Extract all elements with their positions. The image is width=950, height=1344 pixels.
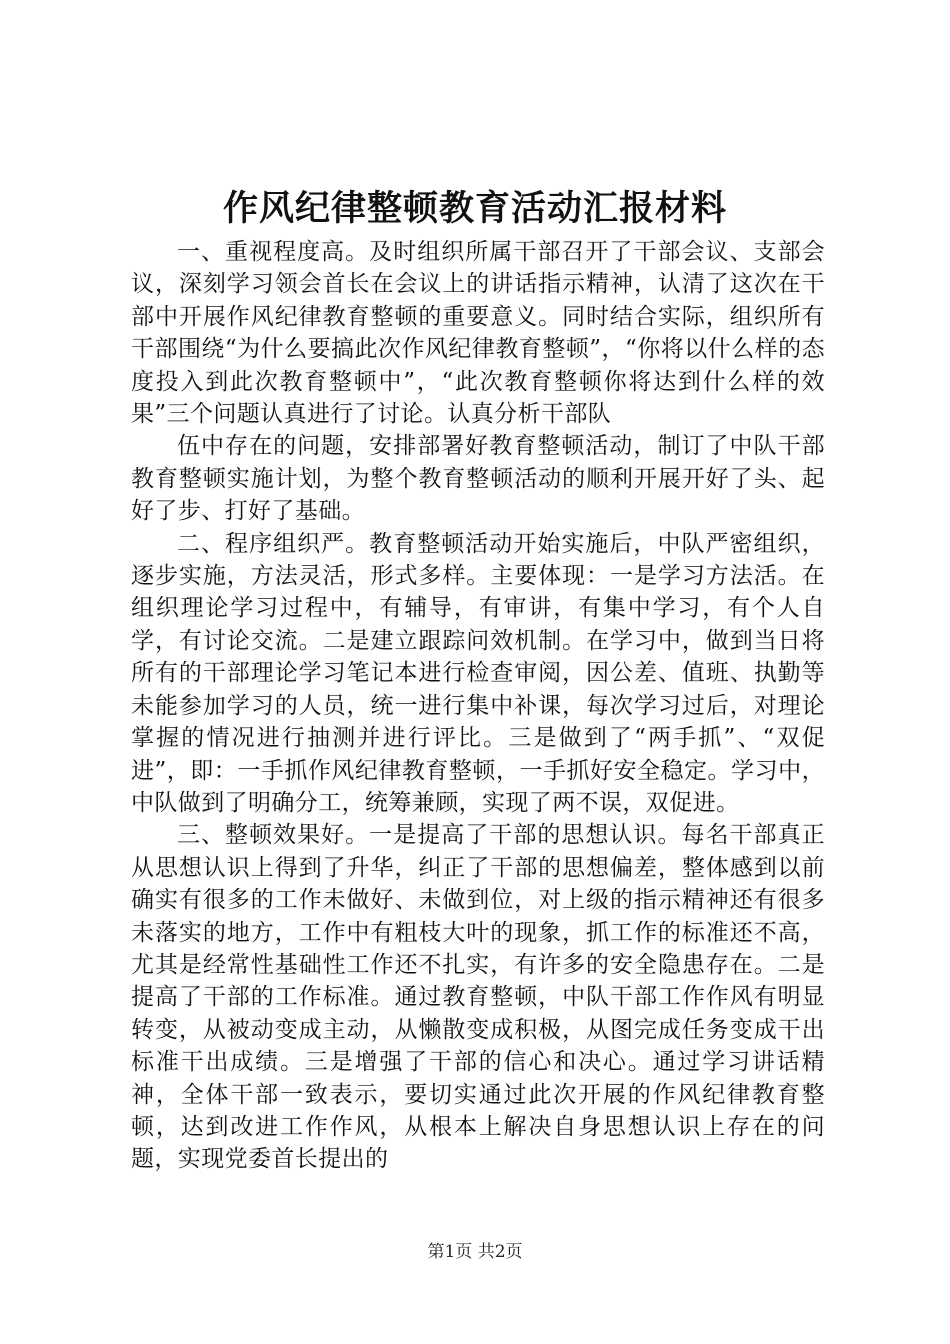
paragraph-2: 伍中存在的问题，安排部署好教育整顿活动，制订了中队干部教育整顿实施计划，为整个教育整顿活动的顺利开展开好了头、起好了步、打好了基础。	[131, 433, 825, 525]
paragraph-3: 二、程序组织严。教育整顿活动开始实施后，中队严密组织，逐步实施，方法灵活，形式多样。主要体现：一是学习方法活。在组织理论学习过程中，有辅导，有审讲，有集中学习，有个人自学，有讨论交流。二是建立跟踪问效机制。在学习中，做到当日将所有的干部理论学习笔记本进行检查审阅，因公差、值班、执勤等未能参加学习的人员，统一进行集中补课，每次学习过后，对理论掌握的情况进行抽测并进行评比。三是做到了“两手抓”、“双促进”，即：一手抓作风纪律教育整顿，一手抓好安全稳定。学习中，中队做到了明确分工，统筹兼顾，实现了两不误，双促进。	[131, 530, 825, 816]
document-body	[131, 236, 825, 1176]
paragraph-1: 一、重视程度高。及时组织所属干部召开了干部会议、支部会议，深刻学习领会首长在会议上的讲话指示精神，认清了这次在干部中开展作风纪律教育整顿的重要意义。同时结合实际，组织所有干部围绕“为什么要搞此次作风纪律教育整顿”，“你将以什么样的态度投入到此次教育整顿中”，“此次教育整顿你将达到什么样的效果”三个问题认真进行了讨论。认真分析干部队	[131, 239, 825, 428]
document-title: 作风纪律整顿教育活动汇报材料	[222, 188, 727, 229]
page-number-footer: 第1页 共2页	[427, 1242, 523, 1262]
paragraph-4: 三、整顿效果好。一是提高了干部的思想认识。每名干部真正从思想认识上得到了升华，纠正了干部的思想偏差，整体感到以前确实有很多的工作未做好、未做到位，对上级的指示精神还有很多未落实的地方，工作中有粗枝大叶的现象，抓工作的标准还不高，尤其是经常性基础性工作还不扎实，有许多的安全隐患存在。二是提高了干部的工作标准。通过教育整顿，中队干部工作作风有明显转变，从被动变成主动，从懒散变成积极，从图完成任务变成干出标准干出成绩。三是增强了干部的信心和决心。通过学习讲话精神，全体干部一致表示，要切实通过此次开展的作风纪律教育整顿，达到改进工作作风，从根本上解决自身思想认识上存在的问题，实现党委首长提出的	[131, 822, 825, 1173]
